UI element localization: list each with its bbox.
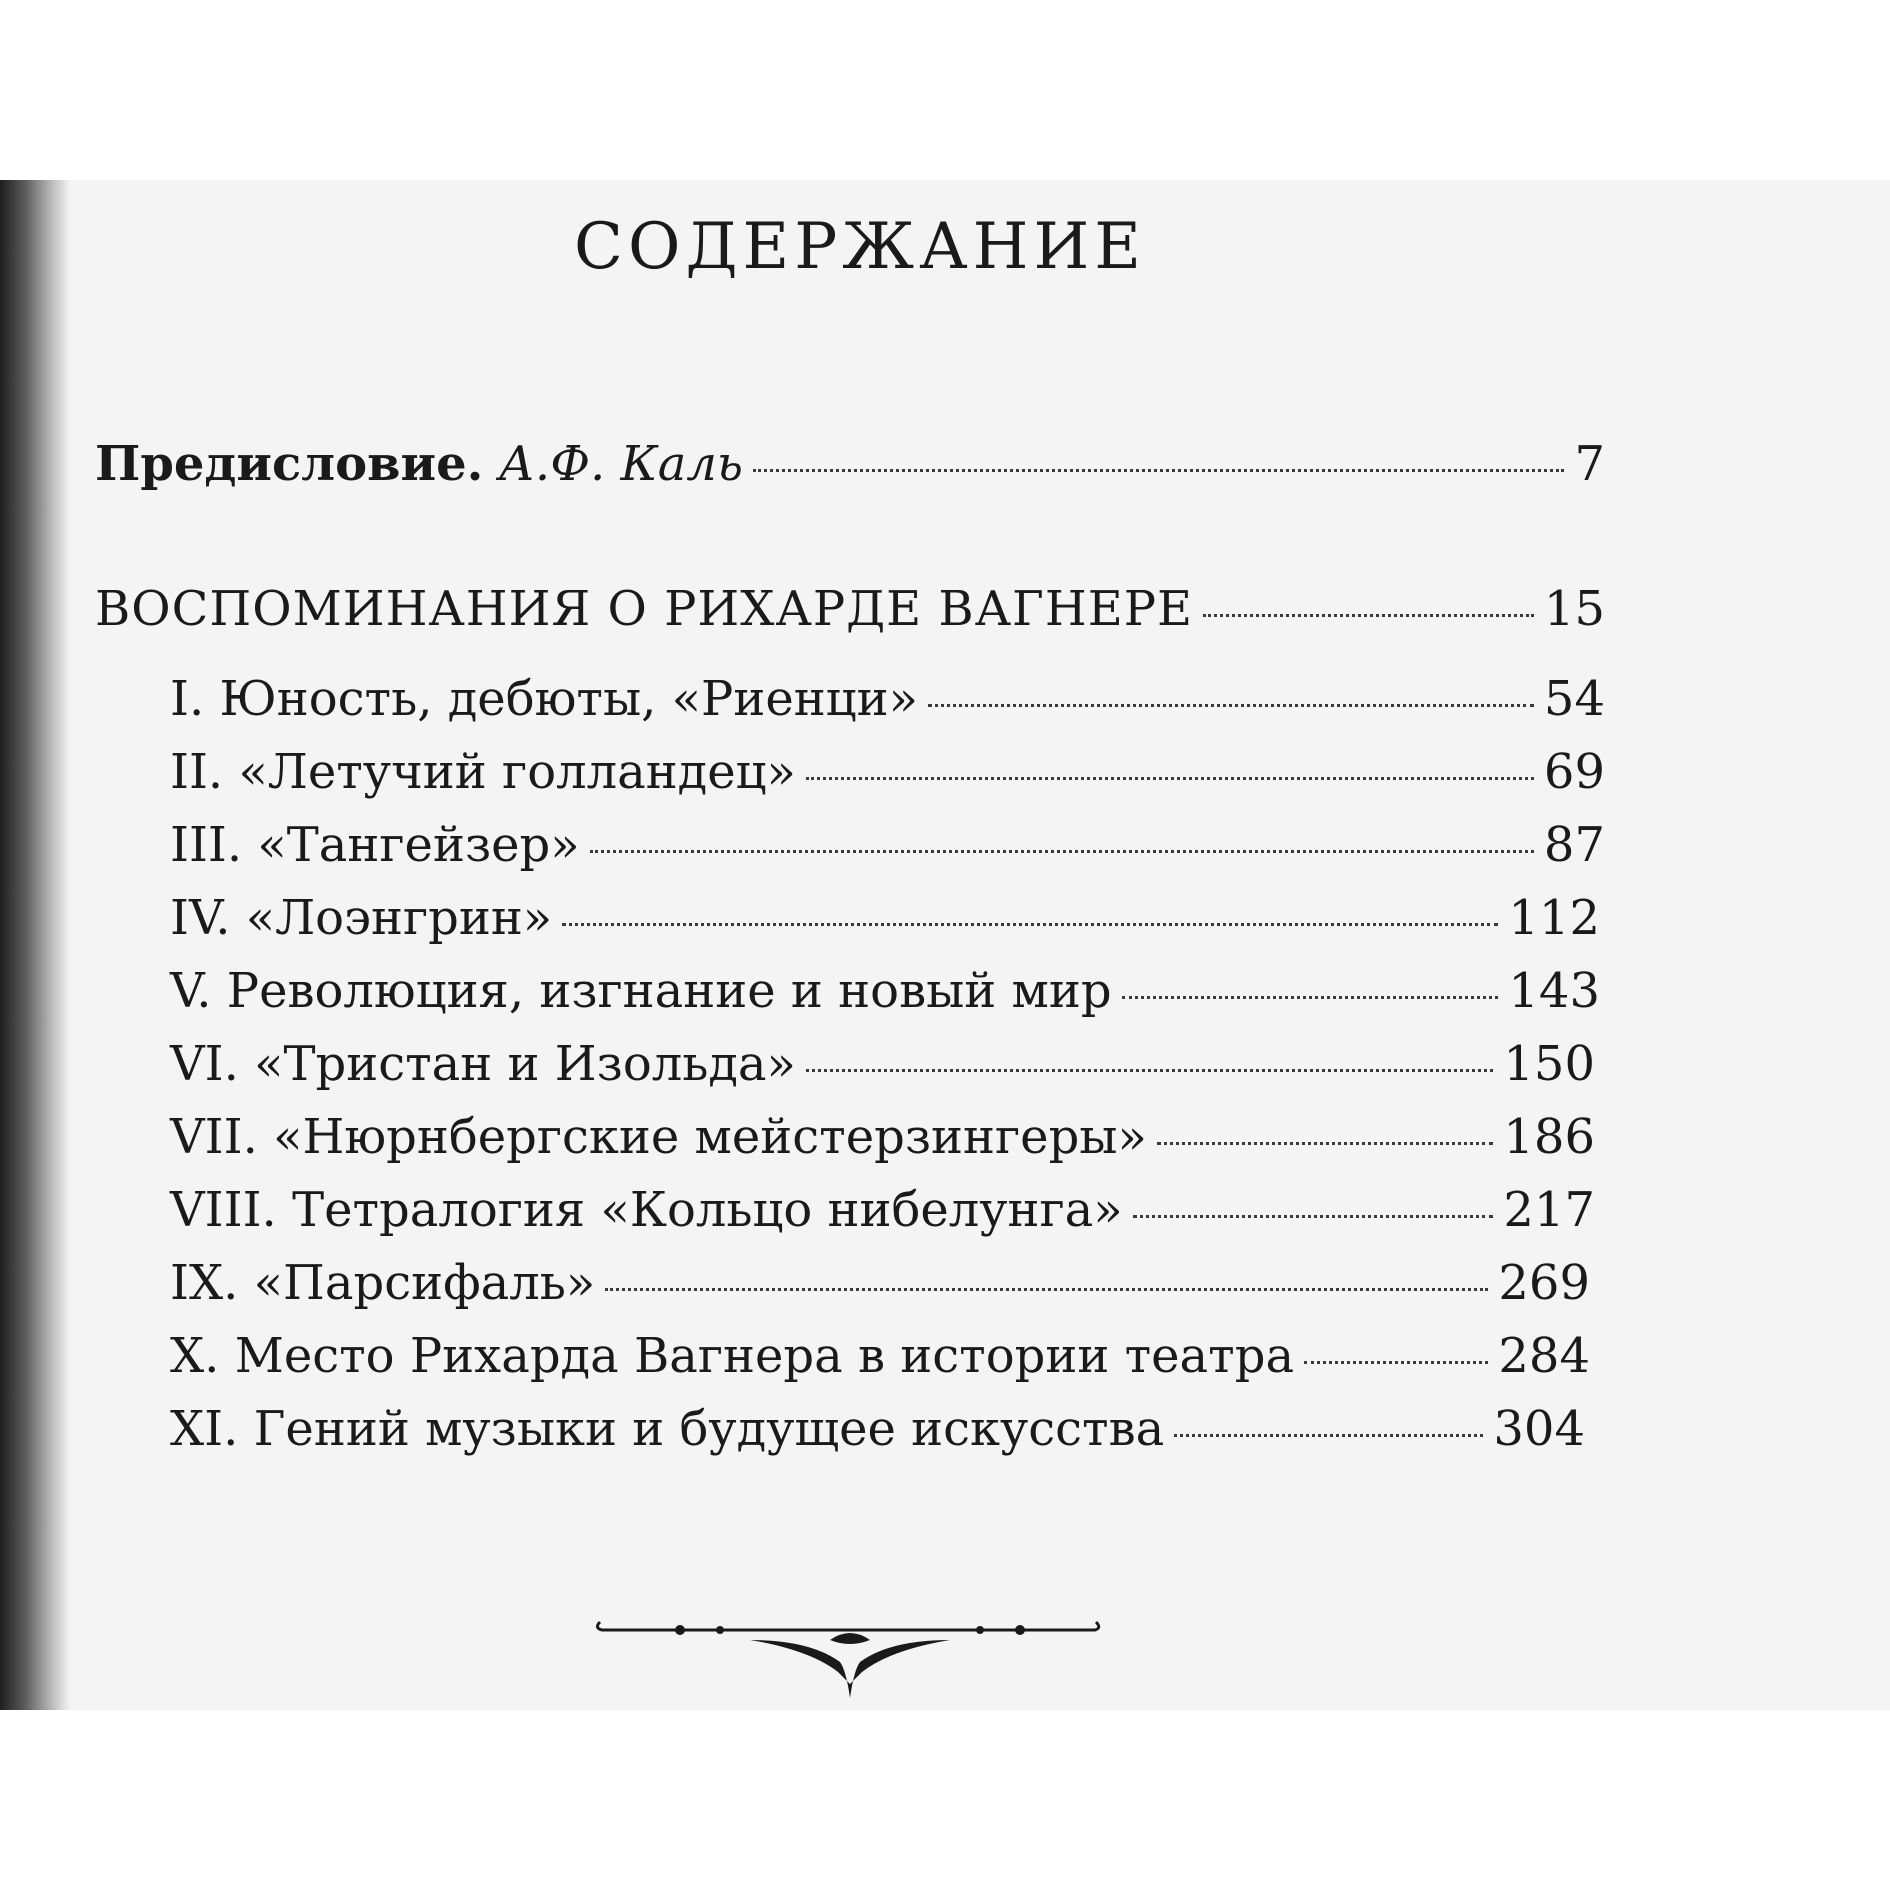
spine-shadow [0, 180, 70, 1710]
chapter-label: II. «Летучий голландец» [170, 744, 796, 800]
toc-entry-chapter [170, 1328, 1590, 1384]
dot-leader [753, 469, 1564, 472]
dot-leader [928, 704, 1534, 707]
dot-leader [806, 777, 1534, 780]
toc-page-number: 69 [1543, 744, 1605, 800]
chapter-label: I. Юность, дебюты, «Риенци» [170, 671, 918, 727]
chapter-label: VI. «Тристан и Изольда» [170, 1036, 796, 1092]
toc-entry-preface [95, 436, 1605, 492]
chapter-label: IX. «Парсифаль» [170, 1255, 596, 1311]
toc-entry-chapter [170, 1182, 1595, 1238]
chapter-label: III. «Тангейзер» [170, 817, 580, 873]
chapter-label: IV. «Лоэнгрин» [170, 890, 553, 946]
toc-page-number: 284 [1498, 1328, 1590, 1384]
toc-page-number: 217 [1503, 1182, 1595, 1238]
dot-leader [1203, 614, 1534, 617]
toc-entry-chapter [170, 1109, 1595, 1165]
toc-entry-chapter [170, 963, 1600, 1019]
dot-leader [1174, 1434, 1483, 1437]
toc-page-number: 186 [1503, 1109, 1595, 1165]
dot-leader [590, 850, 1534, 853]
toc-entry-chapter [170, 890, 1600, 946]
dot-leader [562, 923, 1498, 926]
chapter-label: V. Революция, изгнание и новый мир [170, 963, 1112, 1019]
chapter-label: VII. «Нюрнбергские мейстерзингеры» [170, 1109, 1147, 1165]
toc-page-number: 7 [1574, 436, 1605, 492]
toc-entry-chapter [170, 671, 1605, 727]
dot-leader [1304, 1361, 1488, 1364]
chapter-label: XI. Гений музыки и будущее искусства [170, 1401, 1165, 1457]
toc-entry-chapter [170, 1036, 1595, 1092]
preface-label: Предисловие. [95, 436, 484, 492]
toc-entry-chapter [170, 1255, 1590, 1311]
ornament-divider-icon [590, 1600, 1110, 1710]
toc-page-number: 304 [1493, 1401, 1585, 1457]
page-title: СОДЕРЖАНИЕ [574, 210, 1146, 284]
toc-page-number: 112 [1508, 890, 1600, 946]
toc-page-number: 87 [1543, 817, 1605, 873]
dot-leader [1122, 996, 1499, 999]
toc-page-number: 143 [1508, 963, 1600, 1019]
section-label: ВОСПОМИНАНИЯ О РИХАРДЕ ВАГНЕРЕ [95, 581, 1194, 637]
dot-leader [1133, 1215, 1494, 1218]
chapter-label: VIII. Тетралогия «Кольцо нибелунга» [170, 1182, 1123, 1238]
dot-leader [1157, 1142, 1494, 1145]
dot-leader [806, 1069, 1493, 1072]
dot-leader [605, 1288, 1488, 1291]
toc-entry-chapter [170, 1401, 1585, 1457]
toc-page-number: 269 [1498, 1255, 1590, 1311]
toc-entry-section [95, 581, 1605, 637]
toc-entry-chapter [170, 744, 1605, 800]
toc-entry-chapter [170, 817, 1605, 873]
chapter-label: X. Место Рихарда Вагнера в истории театра [170, 1328, 1295, 1384]
toc-page-number: 54 [1543, 671, 1605, 727]
toc-page-number: 150 [1503, 1036, 1595, 1092]
preface-author: А.Ф. Каль [498, 436, 744, 492]
toc-entry-label [95, 436, 744, 492]
toc-page-number: 15 [1543, 581, 1605, 637]
